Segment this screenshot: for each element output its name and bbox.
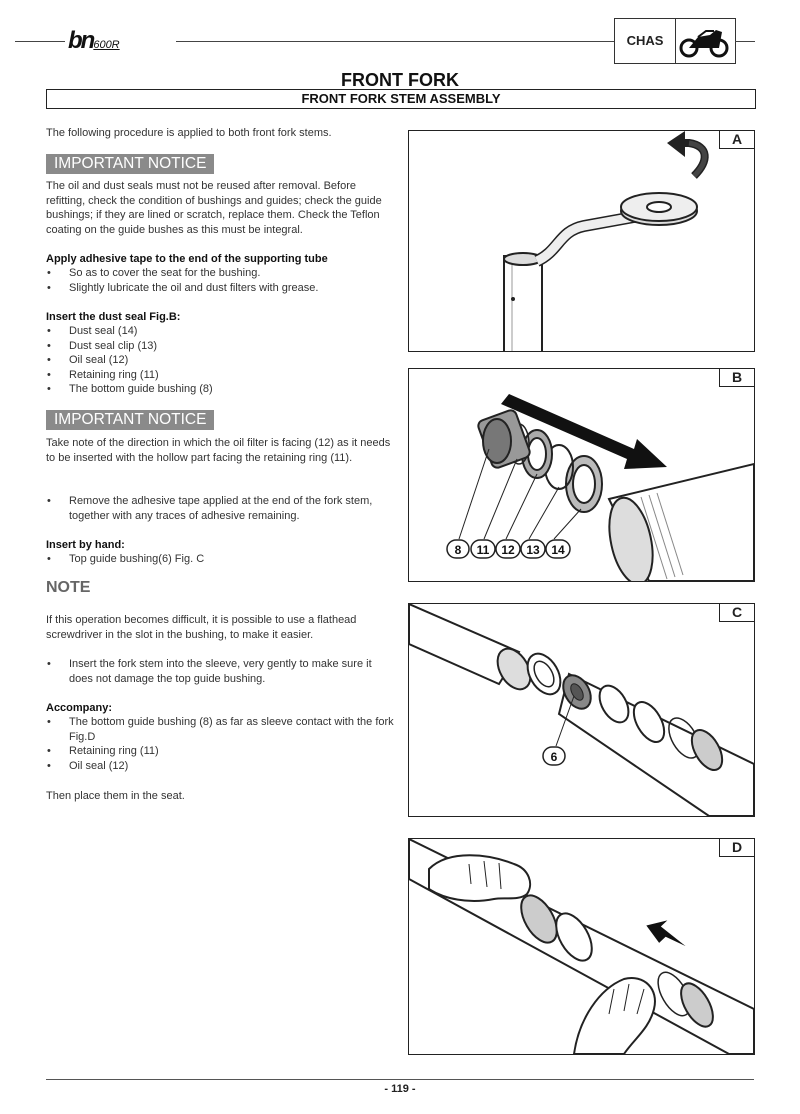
list-item: • Oil seal (12) <box>46 353 396 368</box>
callout-8-label: 8 <box>454 543 462 557</box>
note-text: If this operation becomes difficult, it is possible to use a flathead screwdriver in the slot in the bushing, to make it easier. <box>46 614 357 641</box>
list-item: • Slightly lubricate the oil and dust filters with grease. <box>46 281 396 296</box>
intro-text: The following procedure is applied to both front fork stems. <box>46 127 332 139</box>
dust-seal-list <box>46 324 396 397</box>
section-tab <box>614 18 736 64</box>
brand-logo: bn600R <box>68 27 120 54</box>
figure-c-illustration <box>409 604 754 816</box>
note-heading: NOTE <box>46 579 91 596</box>
footer-rule <box>46 1079 754 1080</box>
figure-a-illustration <box>409 131 754 351</box>
figure-a <box>408 130 755 352</box>
accompany-list <box>46 715 396 773</box>
figure-c <box>408 603 755 817</box>
callout-13-label: 13 <box>526 543 540 557</box>
callout-12-label: 12 <box>501 543 515 557</box>
header-rule-mid <box>176 41 614 42</box>
important-notice-1: IMPORTANT NOTICE <box>46 154 214 174</box>
list-item: • The bottom guide bushing (8) <box>46 382 396 397</box>
list-item: • Remove the adhesive tape applied at the end of the fork stem, together with any traces of adhesive remaining. <box>46 494 396 523</box>
list-item: • Top guide bushing(6) Fig. C <box>46 552 396 567</box>
section-subtitle: FRONT FORK STEM ASSEMBLY <box>46 89 756 109</box>
figure-b <box>408 368 755 582</box>
accompany-heading: Accompany: <box>46 702 113 714</box>
list-item: • Dust seal (14) <box>46 324 396 339</box>
callout-6-label: 6 <box>550 750 558 764</box>
remove-tape-list <box>46 494 396 523</box>
closing-text: Then place them in the seat. <box>46 790 185 802</box>
figure-b-label: B <box>719 369 754 387</box>
motorcycle-icon <box>676 21 732 66</box>
header-rule-right <box>735 41 755 42</box>
figure-d-illustration <box>409 839 754 1054</box>
figure-d <box>408 838 755 1055</box>
list-item: • The bottom guide bushing (8) as far as sleeve contact with the fork Fig.D <box>46 715 396 744</box>
list-item: • Insert the fork stem into the sleeve, very gently to make sure it does not damage the top guide bushing. <box>46 657 396 686</box>
figure-d-label: D <box>719 839 754 857</box>
list-item: • Retaining ring (11) <box>46 744 396 759</box>
header-rule-left <box>15 41 65 42</box>
list-item: • Retaining ring (11) <box>46 368 396 383</box>
hand-heading: Insert by hand: <box>46 539 125 551</box>
tape-list <box>46 266 396 295</box>
dust-seal-heading: Insert the dust seal Fig.B: <box>46 311 181 323</box>
insert-stem-list <box>46 657 396 686</box>
page-title: FRONT FORK <box>341 70 459 90</box>
list-item: • Dust seal clip (13) <box>46 339 396 354</box>
page-number: - 119 - <box>384 1083 416 1095</box>
callout-14-label: 14 <box>551 543 565 557</box>
figure-a-label: A <box>719 131 754 149</box>
figure-b-illustration <box>409 369 754 581</box>
callout-11-label: 11 <box>476 543 490 557</box>
list-item: • Oil seal (12) <box>46 759 396 774</box>
important-notice-2: IMPORTANT NOTICE <box>46 410 214 430</box>
list-item: • So as to cover the seat for the bushing. <box>46 266 396 281</box>
notice-2-text: Take note of the direction in which the oil filter is facing (12) as it needs to be inserted with the hollow part facing the retaining ring (11). <box>46 437 391 464</box>
tape-heading: Apply adhesive tape to the end of the supporting tube <box>46 253 328 265</box>
notice-1-text: The oil and dust seals must not be reused after removal. Before refitting, check the condition of bushings and guides; check the guide bushings; if they are lined or scratch, replace them. Check the Teflon coating on the guide bushes as this must be integral. <box>46 180 382 236</box>
section-label: CHAS <box>615 19 676 63</box>
hand-list <box>46 552 396 567</box>
figure-c-label: C <box>719 604 754 622</box>
